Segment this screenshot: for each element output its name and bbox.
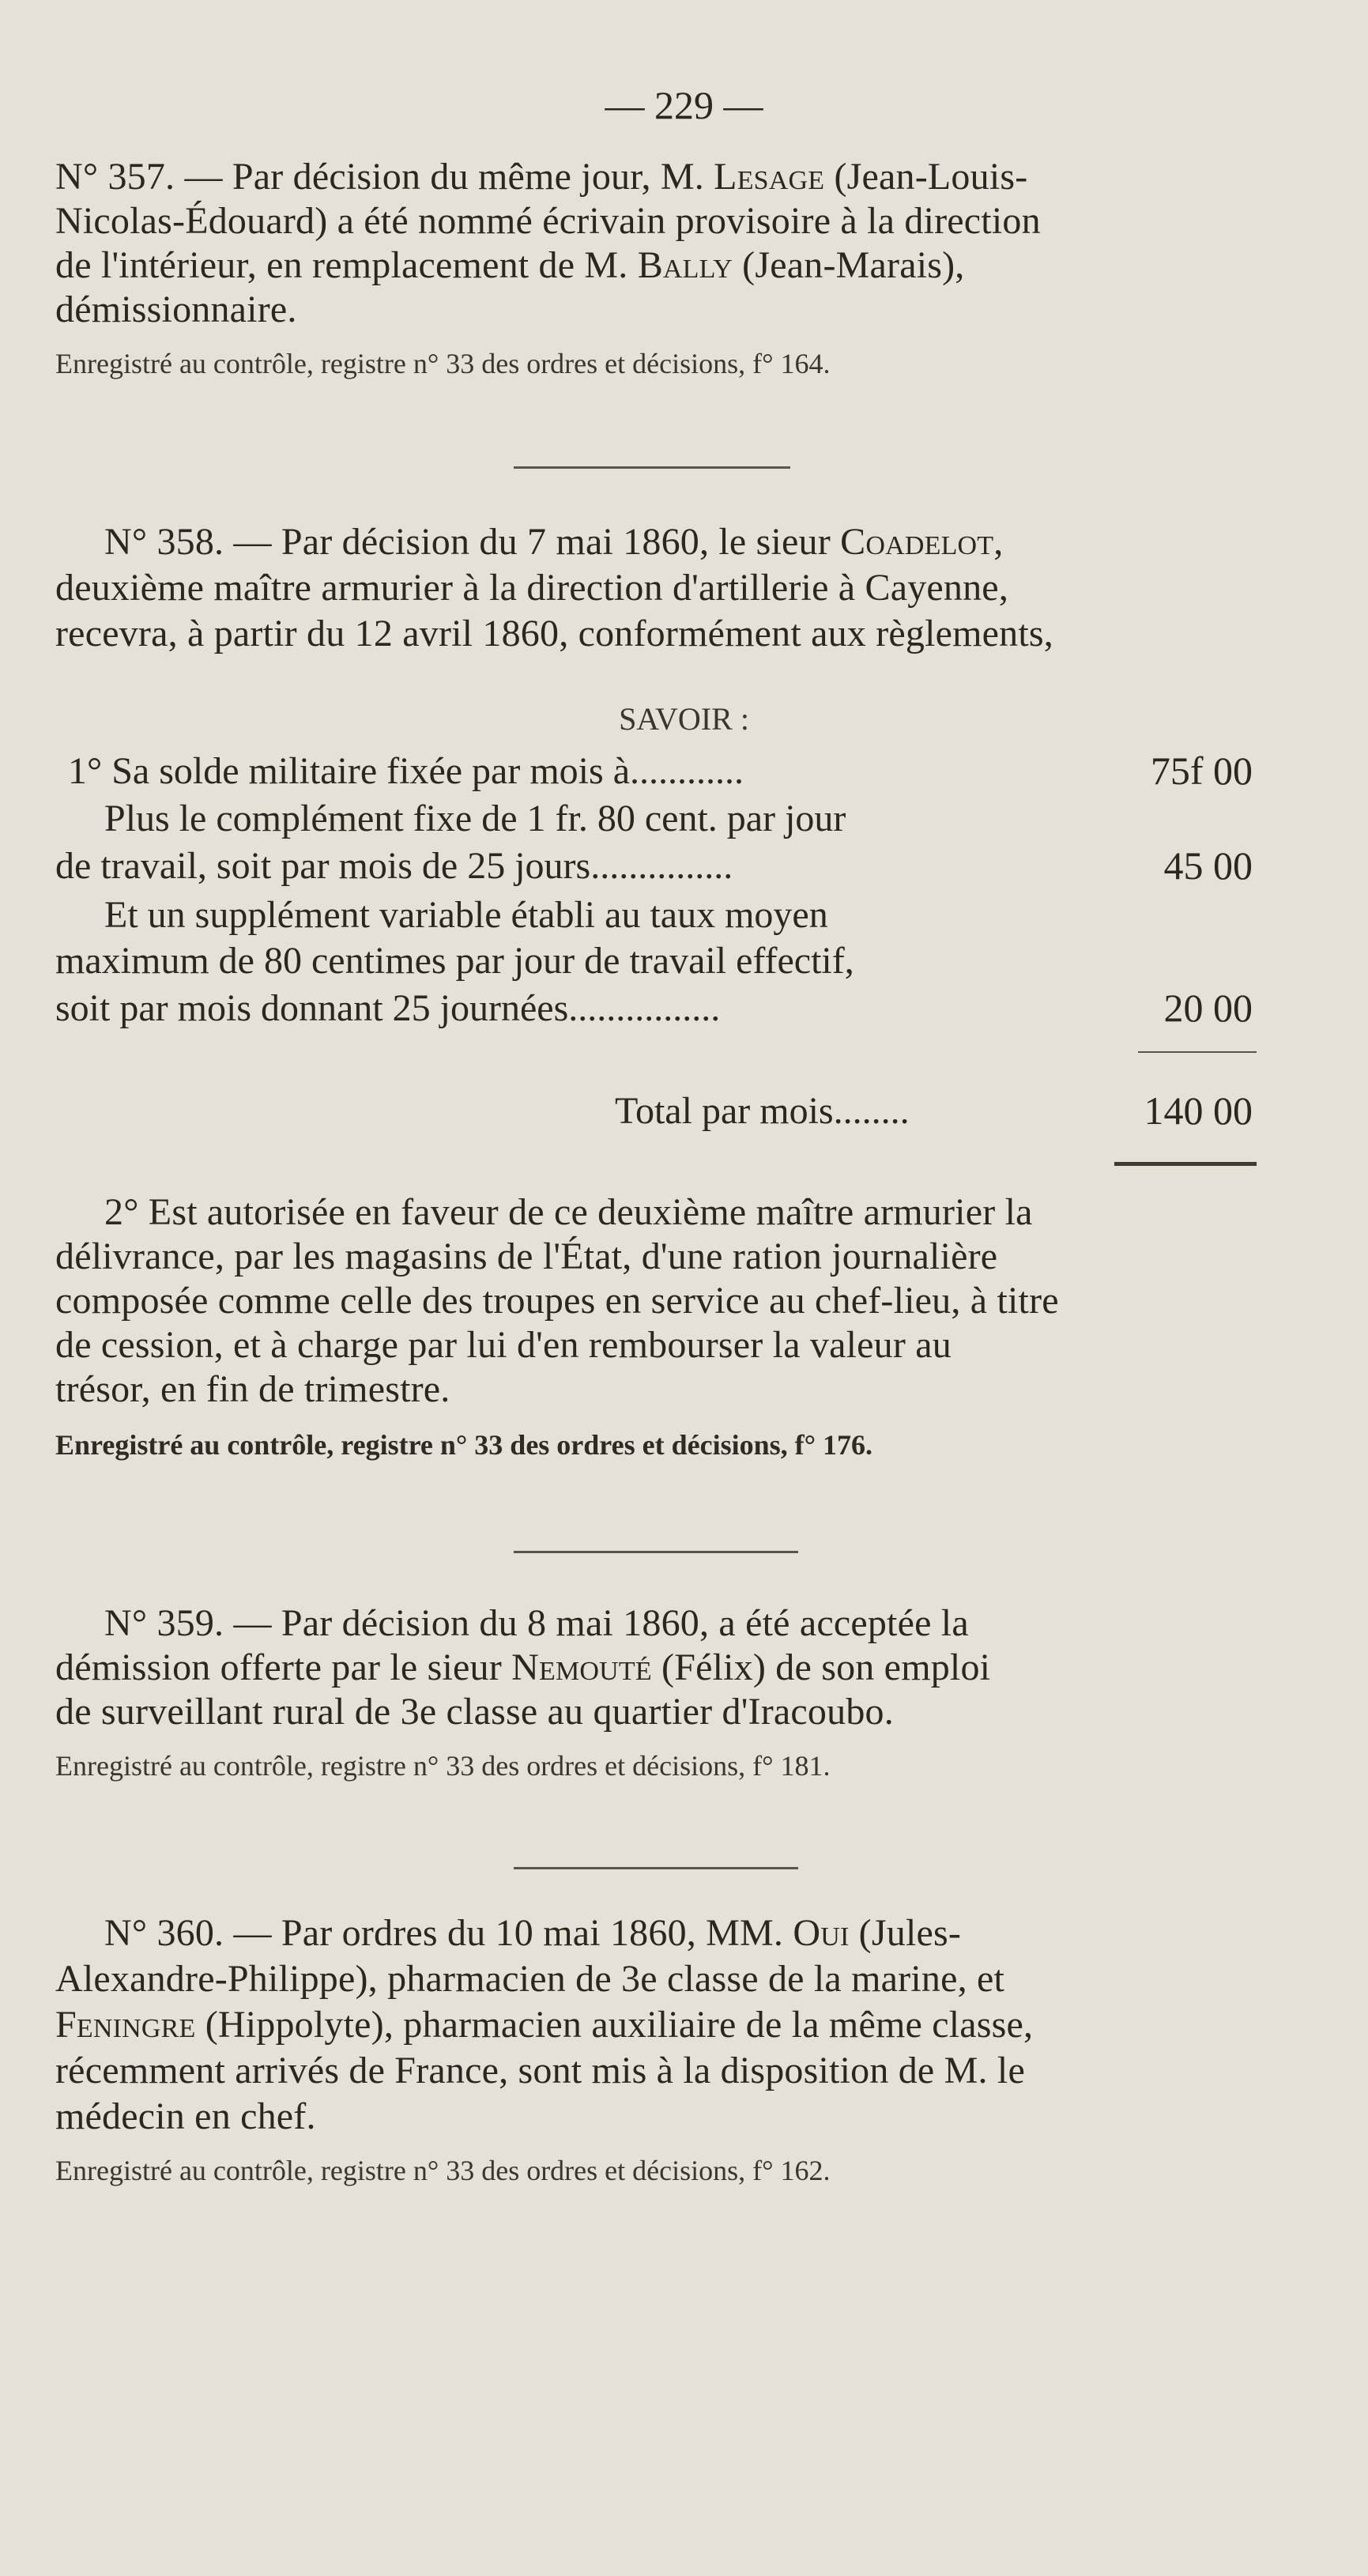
total-rule	[1114, 1162, 1257, 1166]
item-2-line-2: de travail, soit par mois de 25 jours...............	[55, 845, 733, 887]
person-name: Nemouté	[511, 1646, 652, 1688]
person-name: Coadelot	[840, 521, 994, 563]
separator-rule	[514, 466, 790, 469]
entry-357-line-1: N° 357. — Par décision du même jour, M. Lesage (Jean-Louis-	[55, 156, 1028, 198]
page-number: — 229 —	[605, 83, 763, 127]
separator-rule	[514, 1551, 798, 1553]
entry-360-line-1: N° 360. — Par ordres du 10 mai 1860, MM. Oui (Jules-	[104, 1912, 962, 1954]
entry-358-line-1: N° 358. — Par décision du 7 mai 1860, le sieur Coadelot,	[104, 521, 1004, 563]
para2-line-1: 2° Est autorisée en faveur de ce deuxième maître armurier la	[104, 1191, 1033, 1233]
para2-line-5: trésor, en fin de trimestre.	[55, 1368, 450, 1410]
entry-357-registration: Enregistré au contrôle, registre n° 33 des ordres et décisions, f° 164.	[55, 348, 831, 379]
para2-line-4: de cession, et à charge par lui d'en rembourser la valeur au	[55, 1324, 952, 1366]
item-3-line-2: maximum de 80 centimes par jour de travail effectif,	[55, 940, 854, 982]
entry-358-line-2: deuxième maître armurier à la direction d'artillerie à Cayenne,	[55, 567, 1009, 609]
person-name: Bally	[637, 244, 733, 286]
entry-359-line-2: démission offerte par le sieur Nemouté (Félix) de son emploi	[55, 1646, 991, 1688]
entry-360-line-4: récemment arrivés de France, sont mis à la disposition de M. le	[55, 2050, 1025, 2091]
entry-357-line-2: Nicolas-Édouard) a été nommé écrivain provisoire à la direction	[55, 200, 1041, 242]
item-1-amount: 75f 00	[1150, 749, 1253, 793]
item-3-amount: 20 00	[1163, 986, 1253, 1030]
para2-line-2: délivrance, par les magasins de l'État, d'une ration journalière	[55, 1235, 998, 1277]
entry-360-line-5: médecin en chef.	[55, 2095, 316, 2137]
item-2-line-1: Plus le complément fixe de 1 fr. 80 cent. par jour	[104, 798, 846, 839]
entry-358-registration: Enregistré au contrôle, registre n° 33 des ordres et décisions, f° 176.	[55, 1429, 872, 1461]
entry-359-registration: Enregistré au contrôle, registre n° 33 des ordres et décisions, f° 181.	[55, 1750, 831, 1782]
person-name: Oui	[793, 1912, 850, 1954]
entry-358-line-3: recevra, à partir du 12 avril 1860, conformément aux règlements,	[55, 613, 1053, 654]
separator-rule	[514, 1867, 798, 1869]
total-label: Total par mois........	[615, 1090, 910, 1132]
sum-rule	[1138, 1051, 1257, 1053]
item-1-label: 1° Sa solde militaire fixée par mois à............	[68, 750, 744, 792]
item-3-line-1: Et un supplément variable établi au taux moyen	[104, 894, 828, 936]
entry-359-line-1: N° 359. — Par décision du 8 mai 1860, a été acceptée la	[104, 1602, 969, 1644]
para2-line-3: composée comme celle des troupes en service au chef-lieu, à titre	[55, 1280, 1059, 1322]
entry-360-registration: Enregistré au contrôle, registre n° 33 des ordres et décisions, f° 162.	[55, 2155, 831, 2186]
total-amount: 140 00	[1144, 1088, 1253, 1133]
entry-357-line-4: démissionnaire.	[55, 289, 297, 330]
entry-360-line-3: Feningre (Hippolyte), pharmacien auxiliaire de la même classe,	[55, 2004, 1034, 2046]
person-name: Feningre	[55, 2004, 196, 2046]
entry-360-line-2: Alexandre-Philippe), pharmacien de 3e classe de la marine, et	[55, 1958, 1005, 2000]
person-name: Lesage	[714, 156, 825, 198]
item-3-line-3: soit par mois donnant 25 journées................	[55, 987, 721, 1029]
item-2-amount: 45 00	[1163, 843, 1253, 888]
entry-359-line-3: de surveillant rural de 3e classe au quartier d'Iracoubo.	[55, 1691, 894, 1733]
entry-357-line-3: de l'intérieur, en remplacement de M. Bally (Jean-Marais),	[55, 244, 965, 286]
savoir-heading: SAVOIR :	[619, 701, 749, 737]
